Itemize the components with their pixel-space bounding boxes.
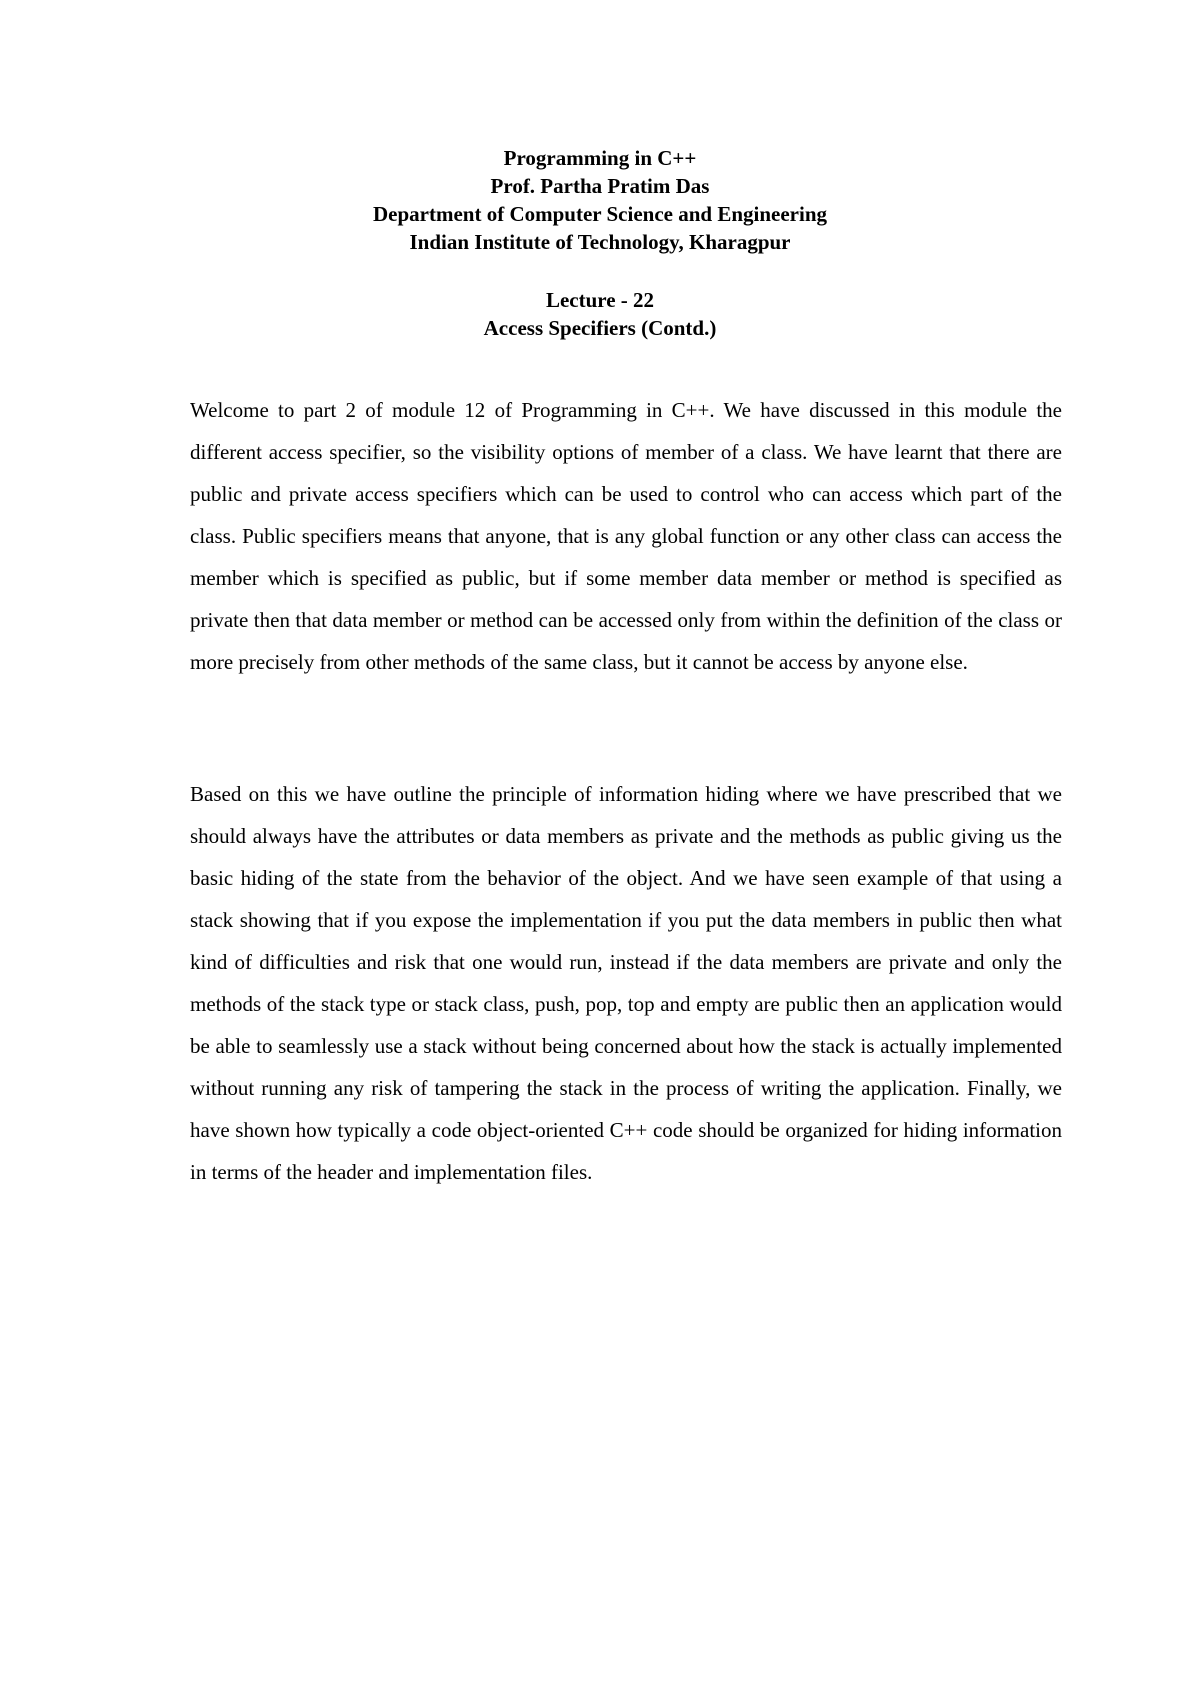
document-header (0, 144, 1200, 256)
institute-name: Indian Institute of Technology, Kharagpur (409, 230, 791, 254)
department-name: Department of Computer Science and Engineering (373, 202, 827, 226)
lecture-number: Lecture - 22 (545, 288, 655, 312)
lecture-heading (0, 286, 1200, 342)
professor-name: Prof. Partha Pratim Das (490, 174, 710, 198)
body-paragraph: Based on this we have outline the principle of information hiding where we have prescribed that we should always have the attributes or data members as private and the methods as public giving us the basic hiding of the state from the behavior of the object. And we have seen example of that using a stack showing that if you expose the implementation if you put the data members in public then what kind of difficulties and risk that one would run, instead if the data members are private and only the methods of the stack type or stack class, push, pop, top and empty are public then an application would be able to seamlessly use a stack without being concerned about how the stack is actually implemented without running any risk of tampering the stack in the process of writing the application. Finally, we have shown how typically a code object-oriented C++ code should be organized for hiding information in terms of the header and implementation files. (190, 782, 1062, 1184)
body-paragraph: Welcome to part 2 of module 12 of Programming in C++. We have discussed in this module the different access specifier, so the visibility options of member of a class. We have learnt that there are public and private access specifiers which can be used to control who can access which part of the class. Public specifiers means that anyone, that is any global function or any other class can access the member which is specified as public, but if some member data member or method is specified as private then that data member or method can be accessed only from within the definition of the class or more precisely from other methods of the same class, but it cannot be access by anyone else. (190, 398, 1062, 674)
course-title: Programming in C++ (503, 146, 697, 170)
lecture-topic: Access Specifiers (Contd.) (483, 316, 717, 340)
